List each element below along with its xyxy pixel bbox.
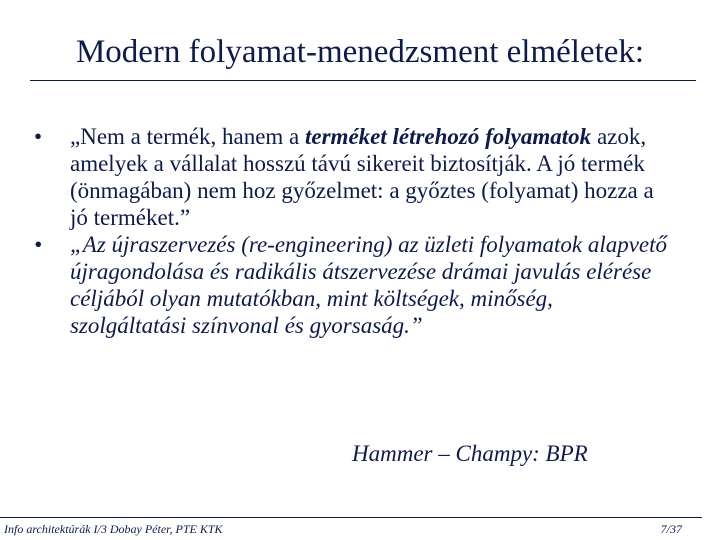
definition-text: „Az újraszervezés (re-engineering) az üzleti folyamatok alapvető újragondolása és radikális átszervezése drámai javulás elérése céljából olyan mutatókban, mint költségek, minőség, szolgáltatási színvonal és gyorsaság.” (70, 232, 668, 338)
bullet-item-process-quote (30, 123, 670, 231)
slide-number: 7/37 (660, 522, 682, 536)
slide-title: Modern folyamat-menedzsment elméletek: (75, 34, 645, 70)
bullet-item-reengineering-definition (30, 231, 670, 339)
quote-text-end: azok, amelyek a vállalat hosszú távú sikereit biztosítják. A jó termék (önmagában) nem hoz győzelmet: a győztes (folyamat) hozza a jó terméket.” (70, 124, 654, 230)
footer-course-info: Info architektúrák I/3 Dobay Péter, PTE KTK (4, 522, 223, 536)
bullet-icon: • (34, 124, 43, 149)
footer-divider (0, 517, 702, 518)
quote-text-start: „Nem a termék, hanem a (70, 124, 305, 149)
bullet-list (30, 123, 670, 339)
bullet-icon: • (34, 232, 43, 257)
title-divider (30, 80, 696, 81)
quote-emphasis: terméket létrehozó folyamatok (305, 124, 592, 149)
quote-source: Hammer – Champy: BPR (352, 441, 588, 466)
